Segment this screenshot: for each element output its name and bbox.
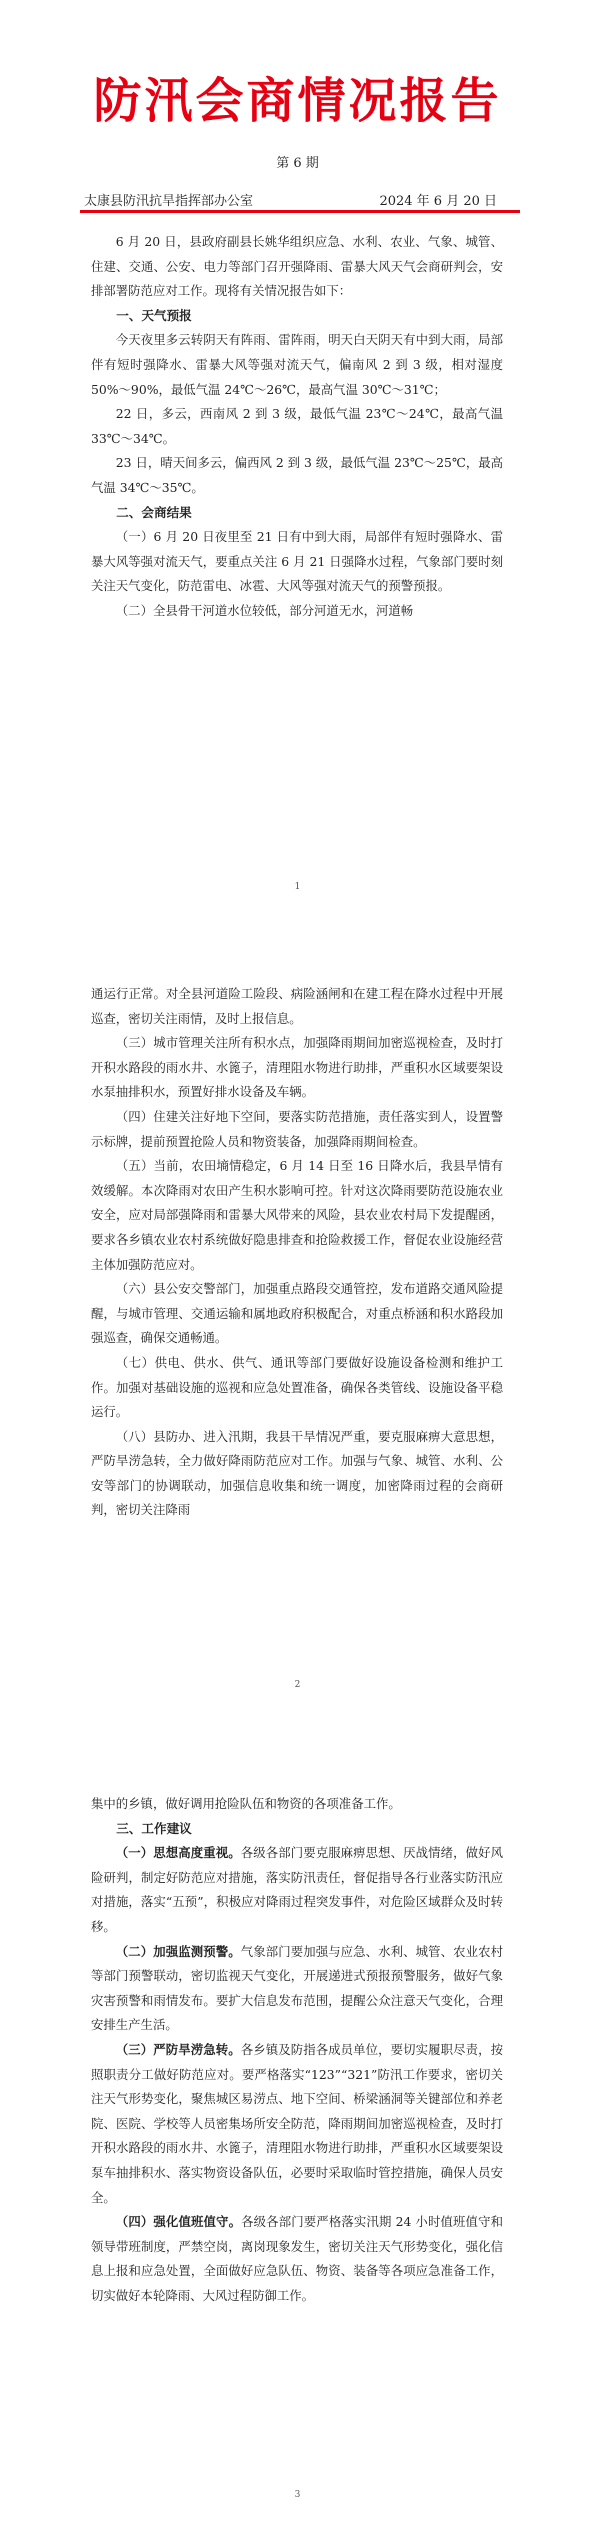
section-3-heading: 三、工作建议 xyxy=(116,1820,192,1836)
intro-paragraph: 6 月 20 日，县政府副县长姚华组织应急、水利、农业、气象、城管、住建、交通、公安、电力等部门召开强降雨、雷暴大风天气会商研判会，安排部署防范应对工作。现将有关情况报告如下： xyxy=(91,234,503,299)
document-page-2 xyxy=(0,920,595,1730)
result-paragraph: （四）住建关注好地下空间，要落实防范措施，责任落实到人，设置警示标牌，提前预置抢险人员和物资装备，加强降雨期间检查。 xyxy=(91,1108,503,1149)
page-3-body xyxy=(91,1792,503,2308)
suggestion-paragraph xyxy=(91,1940,503,2038)
page-number: 2 xyxy=(294,1680,301,1690)
forecast-paragraph: 23 日，晴天间多云，偏西风 2 到 3 级，最低气温 23℃～25℃，最高气温 34℃～35℃。 xyxy=(91,455,503,495)
suggestion-text: 各乡镇及防指各成员单位，要切实履职尽责，按照职责分工做好防范应对。要严格落实“123”“321”防汛工作要求，密切关注天气形势变化，聚焦城区易涝点、地下空间、桥梁涵洞等关键部位和养老院、医院、学校等人员密集场所安全防范，降雨期间加密巡视检查，及时打开积水路段的雨水井、水篦子，清理阻水物进行助排，严重积水区域要架设泵车抽排积水、落实物资设备队伍，必要时采取临时管控措施，确保人员安全。 xyxy=(91,2041,503,2205)
suggestion-paragraph xyxy=(91,1841,503,1939)
suggestion-lead: （三）严防旱涝急转。 xyxy=(115,2041,241,2057)
page-number: 1 xyxy=(294,882,301,892)
suggestion-paragraph xyxy=(91,2210,503,2308)
forecast-paragraph: 22 日，多云，西南风 2 到 3 级，最低气温 23℃～24℃，最高气温 33℃～34℃。 xyxy=(91,406,503,446)
result-paragraph: （二）全县骨干河道水位较低，部分河道无水，河道畅 xyxy=(115,602,414,618)
forecast-paragraph: 今天夜里多云转阴天有阵雨、雷阵雨，明天白天阴天有中到大雨，局部伴有短时强降水、雷暴大风等强对流天气，偏南风 2 到 3 级，相对湿度 50%～90%，最低气温 24℃～26℃，最高气温 30℃～31℃； xyxy=(91,332,503,397)
result-paragraph: （一）6 月 20 日夜里至 21 日有中到大雨，局部伴有短时强降水、雷暴大风等强对流天气，要重点关注 6 月 21 日强降水过程，气象部门要时刻关注天气变化，防范雷电、冰雹、大风等强对流天气的预警预报。 xyxy=(91,529,503,594)
report-title: 防汛会商情况报告 xyxy=(93,73,502,129)
issue-date: 2024 年 6 月 20 日 xyxy=(379,194,497,209)
result-paragraph: （五）当前，农田墒情稳定，6 月 14 日至 16 日降水后，我县旱情有效缓解。本次降雨对农田产生积水影响可控。针对这次降雨要防范设施农业安全，应对局部强降雨和雷暴大风带来的风险，县农业农村局下发提醒函，要求各乡镇农业农村系统做好隐患排查和抢险救援工作，督促农业设施经营主体加强防范应对。 xyxy=(91,1158,503,1272)
page-1-body xyxy=(91,230,503,624)
suggestion-text: 各级各部门要克服麻痹思想、厌战情绪，做好风险研判，制定好防范应对措施，落实防汛责任，督促指导各行业落实防汛应对措施，落实“五预”，积极应对降雨过程突发事件，对危险区域群众及时转移。 xyxy=(91,1845,503,1934)
suggestion-text: 气象部门要加强与应急、水利、城管、农业农村等部门预警联动，密切监视天气变化，开展递进式预报预警服务，做好气象灾害预警和雨情发布。要扩大信息发布范围，提醒公众注意天气变化，合理安排生产生活。 xyxy=(91,1943,503,2033)
suggestion-text: 各级各部门要严格落实汛期 24 小时值班值守和领导带班制度，严禁空岗，离岗现象发生，密切关注天气形势变化，强化信息上报和应急处置，全面做好应急队伍、物资、装备等各项应急准备工作，切实做好本轮降雨、大风过程防御工作。 xyxy=(91,2214,503,2303)
section-2-heading: 二、会商结果 xyxy=(116,504,192,520)
red-divider-line xyxy=(80,210,520,213)
suggestion-lead: （一）思想高度重视。 xyxy=(115,1845,241,1861)
result-paragraph: 集中的乡镇，做好调用抢险队伍和物资的各项准备工作。 xyxy=(91,1796,401,1811)
document-page-3 xyxy=(0,1730,595,2526)
result-paragraph: （七）供电、供水、供气、通讯等部门要做好设施设备检测和维护工作。加强对基础设施的巡视和应急处置准备，确保各类管线、设施设备平稳运行。 xyxy=(91,1354,503,1420)
section-1-heading: 一、天气预报 xyxy=(116,307,192,323)
result-paragraph: （六）县公安交警部门，加强重点路段交通管控，发布道路交通风险提醒，与城市管理、交通运输和属地政府积极配合，对重点桥涵和积水路段加强巡查，确保交通畅通。 xyxy=(91,1281,503,1346)
issuing-office: 太康县防汛抗旱指挥部办公室 xyxy=(84,194,254,209)
document-page-1 xyxy=(0,0,595,920)
suggestion-lead: （二）加强监测预警。 xyxy=(115,1943,241,1959)
result-paragraph: （三）城市管理关注所有积水点，加强降雨期间加密巡视检查，及时打开积水路段的雨水井、水篦子，清理阻水物进行助排，严重积水区域要架设水泵抽排积水，预置好排水设备及车辆。 xyxy=(91,1035,503,1100)
page-number: 3 xyxy=(294,2490,301,2500)
result-paragraph: 通运行正常。对全县河道险工险段、病险涵闸和在建工程在降水过程中开展巡查，密切关注雨情，及时上报信息。 xyxy=(91,986,503,1026)
page-2-body xyxy=(91,982,503,1523)
result-paragraph: （八）县防办、进入汛期，我县干旱情况严重，要克服麻痹大意思想，严防旱涝急转，全力做好降雨防范应对工作。加强与气象、城管、水利、公安等部门的协调联动，加强信息收集和统一调度，加密降雨过程的会商研判，密切关注降雨 xyxy=(91,1428,503,1518)
suggestion-paragraph xyxy=(91,2038,503,2210)
issue-number: 第 6 期 xyxy=(276,156,319,171)
suggestion-lead: （四）强化值班值守。 xyxy=(115,2214,242,2230)
